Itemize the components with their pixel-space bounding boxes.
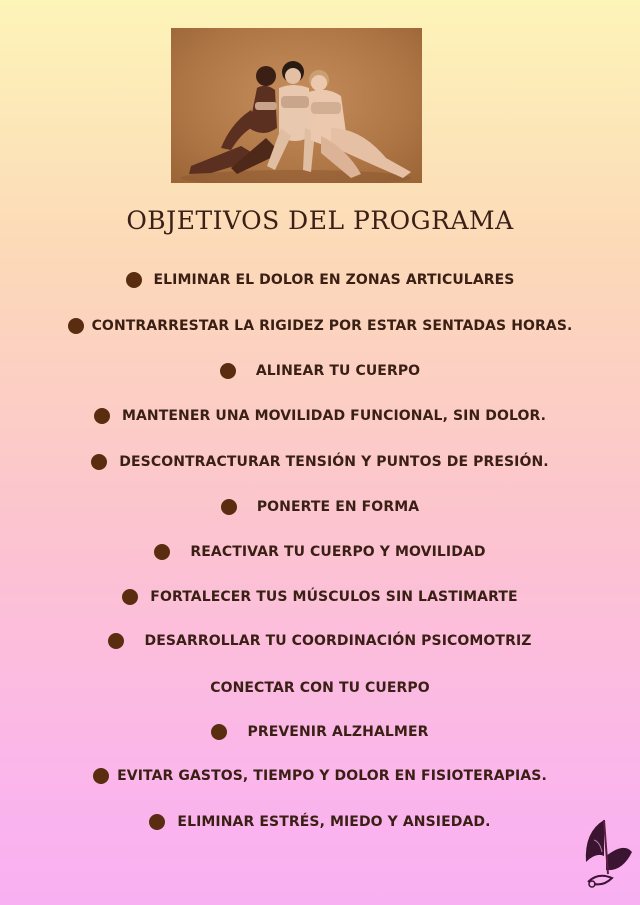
bullet-icon	[91, 454, 107, 470]
list-item-label: ELIMINAR EL DOLOR EN ZONAS ARTICULARES	[153, 272, 515, 288]
list-item-label: PREVENIR ALZHALMER	[247, 724, 429, 740]
list-item-label: CONTRARRESTAR LA RIGIDEZ POR ESTAR SENTADAS HORAS.	[91, 318, 573, 334]
list-item	[0, 315, 640, 337]
list-item-label: EVITAR GASTOS, TIEMPO Y DOLOR EN FISIOTERAPIAS.	[117, 768, 547, 784]
list-item	[0, 269, 640, 291]
list-item	[0, 811, 640, 833]
list-item-label: DESCONTRACTURAR TENSIÓN Y PUNTOS DE PRESIÓN.	[119, 454, 549, 470]
list-item	[0, 360, 640, 382]
list-item-label: ELIMINAR ESTRÉS, MIEDO Y ANSIEDAD.	[177, 814, 491, 830]
list-item	[0, 451, 640, 473]
bullet-icon	[108, 633, 124, 649]
list-item	[0, 405, 640, 427]
bullet-icon	[211, 724, 227, 740]
list-item-label: REACTIVAR TU CUERPO Y MOVILIDAD	[190, 544, 486, 560]
list-item-label: CONECTAR CON TU CUERPO	[210, 680, 430, 696]
list-item-label: PONERTE EN FORMA	[256, 499, 420, 515]
hero-photo	[171, 28, 422, 183]
list-item	[0, 496, 640, 518]
list-item	[0, 721, 640, 743]
three-women-sitting-illustration	[171, 28, 422, 183]
list-item-label: MANTENER UNA MOVILIDAD FUNCIONAL, SIN DOLOR.	[121, 408, 547, 424]
list-item	[0, 586, 640, 608]
bullet-icon	[126, 272, 142, 288]
bullet-icon	[221, 499, 237, 515]
bullet-icon	[154, 544, 170, 560]
list-item	[0, 765, 640, 787]
list-item-label: ALINEAR TU CUERPO	[255, 363, 421, 379]
list-item	[0, 541, 640, 563]
list-item	[0, 630, 640, 652]
bullet-icon	[93, 768, 109, 784]
bullet-icon	[122, 589, 138, 605]
bullet-icon	[94, 408, 110, 424]
butterfly-logo-icon	[574, 812, 636, 896]
list-item	[0, 677, 640, 699]
page-title: OBJETIVOS DEL PROGRAMA	[126, 206, 514, 235]
list-item-label: DESARROLLAR TU COORDINACIÓN PSICOMOTRIZ	[144, 633, 532, 649]
bullet-icon	[68, 318, 84, 334]
list-item-label: FORTALECER TUS MÚSCULOS SIN LASTIMARTE	[150, 589, 518, 605]
bullet-icon	[220, 363, 236, 379]
bullet-icon	[149, 814, 165, 830]
